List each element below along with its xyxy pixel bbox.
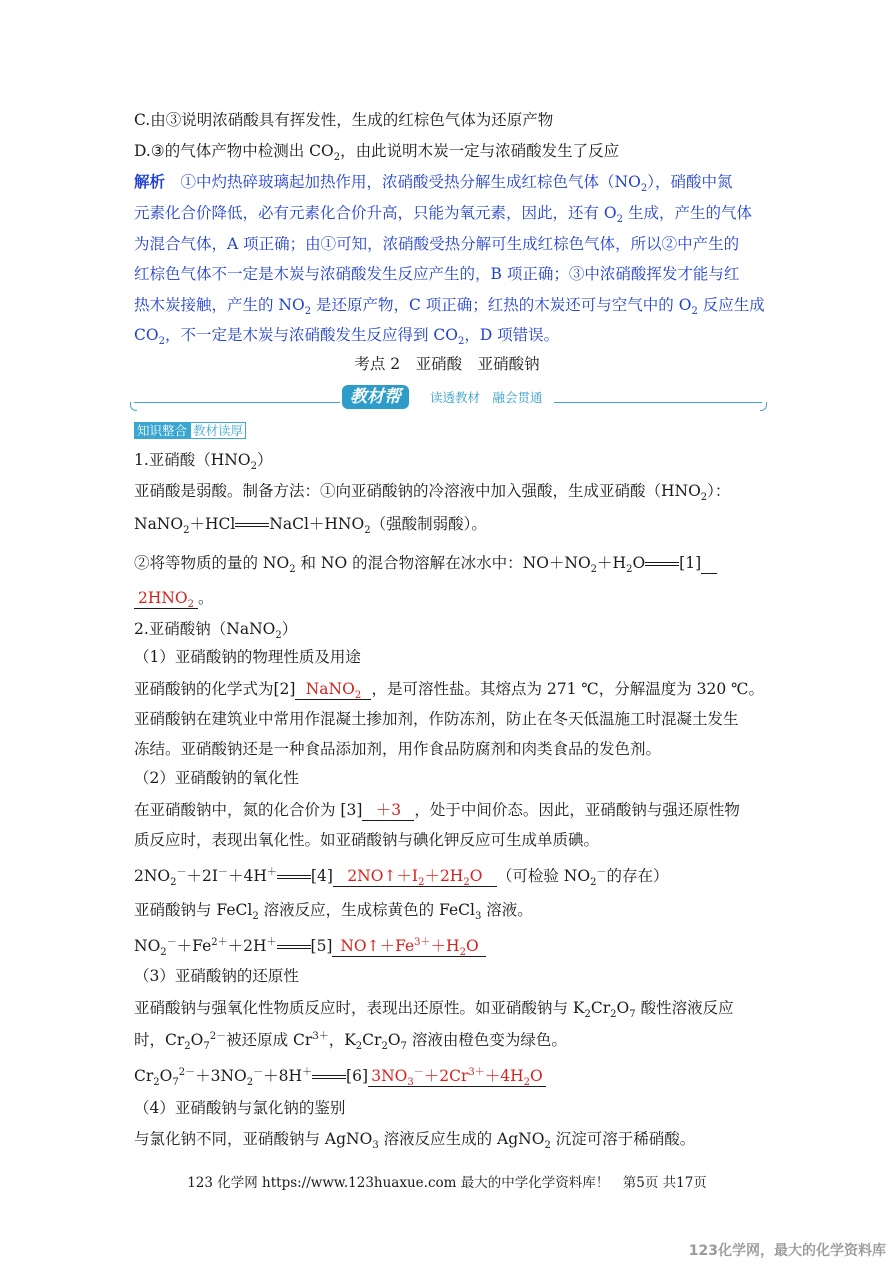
physical-line-1: 亚硝酸钠的化学式为[2] NaNO$_2$ ，是可溶性盐。其熔点为 271 ℃，分解温度为 320 ℃。	[134, 680, 765, 702]
knowledge-tags	[134, 422, 246, 439]
analysis-line-6: $CO_2$，不一定是木炭与浓硝酸发生反应得到 $CO_2$，D 项错误。	[134, 326, 560, 348]
physical-line-2: 亚硝酸钠在建筑业中常用作混凝土掺加剂，作防冻剂，防止在冬天低温施工时混凝土发生	[134, 710, 739, 728]
option-d: D.③的气体产物中检测出 $CO_2$，由此说明木炭一定与浓硝酸发生了反应	[134, 142, 620, 164]
banner-subtitle: 读透教材 融会贯通	[430, 390, 543, 405]
tag-knowledge-integration: 知识整合	[134, 422, 190, 439]
hno2-line-1: 亚硝酸是弱酸。制备方法：①向亚硝酸钠的冷溶液中加入强酸，生成亚硝酸$(HNO_2)$：	[134, 482, 731, 504]
equals-sign	[277, 941, 311, 953]
analysis-label: 解析	[134, 172, 166, 191]
subheading-physical: （1）亚硝酸钠的物理性质及用途	[134, 648, 361, 666]
oxidizing-line-3: 亚硝酸钠与 FeCl$_2$ 溶液反应，生成棕黄色的 FeCl$_3$ 溶液。	[134, 901, 533, 923]
analysis-line-4: 红棕色气体不一定是木炭与浓硝酸发生反应产生的，B 项正确；③中浓硝酸挥发才能与红	[134, 265, 740, 283]
hno2-equation-1: NaNO$_2$＋HCl $NaCl+HNO_2$（强酸制弱酸）。	[134, 515, 487, 537]
banner-curl-left	[130, 402, 137, 411]
analysis-line-2: 元素化合价降低，必有元素化合价升高，只能为氧元素，因此，还有 $O_2$ 生成，产生的气体	[134, 204, 752, 226]
heading-nano2: 2.亚硝酸钠（NaNO$_2$）	[134, 620, 298, 642]
blank-6-answer: $3NO_3^-+2Cr^{3+}+4H_2O$	[368, 1066, 546, 1087]
blank-1-answer: $2HNO_2$ 。	[134, 588, 214, 609]
equals-sign	[645, 558, 679, 570]
analysis-line-5: 热木炭接触，产生的 $NO_2$ 是还原产物，C 项正确；红热的木炭还可与空气中的 $O_2$ 反应生成	[134, 296, 765, 318]
banner-title: 教材帮	[342, 385, 409, 409]
heading-hno2: 1.亚硝酸$(HNO_2)$	[134, 451, 273, 473]
reducing-line-2: 时，$Cr_2O_7^{2-}$被还原成 $Cr^{3+}$，$K_2Cr_2O_7$ 溶液由橙色变为绿色。	[134, 1030, 567, 1053]
blank-3-answer: ＋3	[362, 800, 414, 821]
banner-rule-right	[554, 402, 762, 403]
section-title: 考点 2 亚硝酸 亚硝酸钠	[354, 355, 540, 373]
analysis-line-3: 为混合气体，A 项正确；由①可知，浓硝酸受热分解可生成红棕色气体，所以②中产生的	[134, 235, 740, 253]
subheading-reducing: （3）亚硝酸钠的还原性	[134, 967, 299, 985]
hno2-equation-2: ②将等物质的量的 $NO_2$ 和 NO 的混合物溶解在冰水中：$NO+NO_2+H_2O$ [1]	[134, 553, 717, 574]
analysis-line-1: 解析 ①中灼热碎玻璃起加热作用，浓硝酸受热分解生成红棕色气体$(NO_2)$，硝酸中氮	[134, 172, 733, 195]
equals-sign	[235, 519, 269, 531]
equation-6: $Cr_2O_7^{2-}+3NO_2^-+8H^+$ [6] $3NO_3^-+2Cr^{3+}+4H_2O$	[134, 1066, 546, 1087]
subheading-oxidizing: （2）亚硝酸钠的氧化性	[134, 769, 299, 787]
tag-textbook-reading: 教材读厚	[190, 422, 246, 439]
textbook-banner	[134, 384, 762, 412]
equals-sign	[312, 1071, 346, 1083]
blank-2-answer: NaNO$_2$	[295, 679, 371, 700]
blank-5-answer: $NO↑+Fe^{3+}+H_2O$	[332, 936, 486, 957]
physical-line-3: 冻结。亚硝酸钠还是一种食品添加剂，用作食品防腐剂和肉类食品的发色剂。	[134, 740, 662, 758]
oxidizing-line-1: 在亚硝酸钠中，氮的化合价为 [3] ＋3 ，处于中间价态。因此，亚硝酸钠与强还原性物	[134, 801, 740, 819]
oxidizing-line-2: 质反应时，表现出氧化性。如亚硝酸钠与碘化钾反应可生成单质碘。	[134, 831, 600, 849]
blank-4-answer: $2NO↑+I_2+2H_2O$	[333, 866, 497, 887]
watermark: 123化学网，最大的化学资料库	[688, 1243, 886, 1259]
blank-1-start	[701, 553, 717, 574]
identification-line-1: 与氯化钠不同，亚硝酸钠与 AgNO$_3$ 溶液反应生成的 AgNO$_2$ 沉淀可溶于稀硝酸。	[134, 1130, 696, 1152]
banner-rule-left	[134, 402, 340, 403]
equation-4: $2NO_2^-+2I^-+4H^+$ [4] $2NO↑+I_2+2H_2O$ （可检验 $NO_2^-$的存在）	[134, 866, 669, 889]
equals-sign	[277, 871, 311, 883]
subheading-identification: （4）亚硝酸钠与氯化钠的鉴别	[134, 1099, 346, 1117]
banner-curl-right	[760, 402, 767, 411]
option-c: C.由③说明浓硝酸具有挥发性，生成的红棕色气体为还原产物	[134, 111, 554, 129]
page-footer: 123 化学网 https://www.123huaxue.com 最大的中学化学资料库！ 第5页 共17页	[187, 1175, 707, 1191]
equation-5: $NO_2^-+Fe^{2+}+2H^+$ [5] $NO↑+Fe^{3+}+H_2O$	[134, 936, 486, 957]
reducing-line-1: 亚硝酸钠与强氧化性物质反应时，表现出还原性。如亚硝酸钠与 $K_2Cr_2O_7$ 酸性溶液反应	[134, 999, 734, 1021]
